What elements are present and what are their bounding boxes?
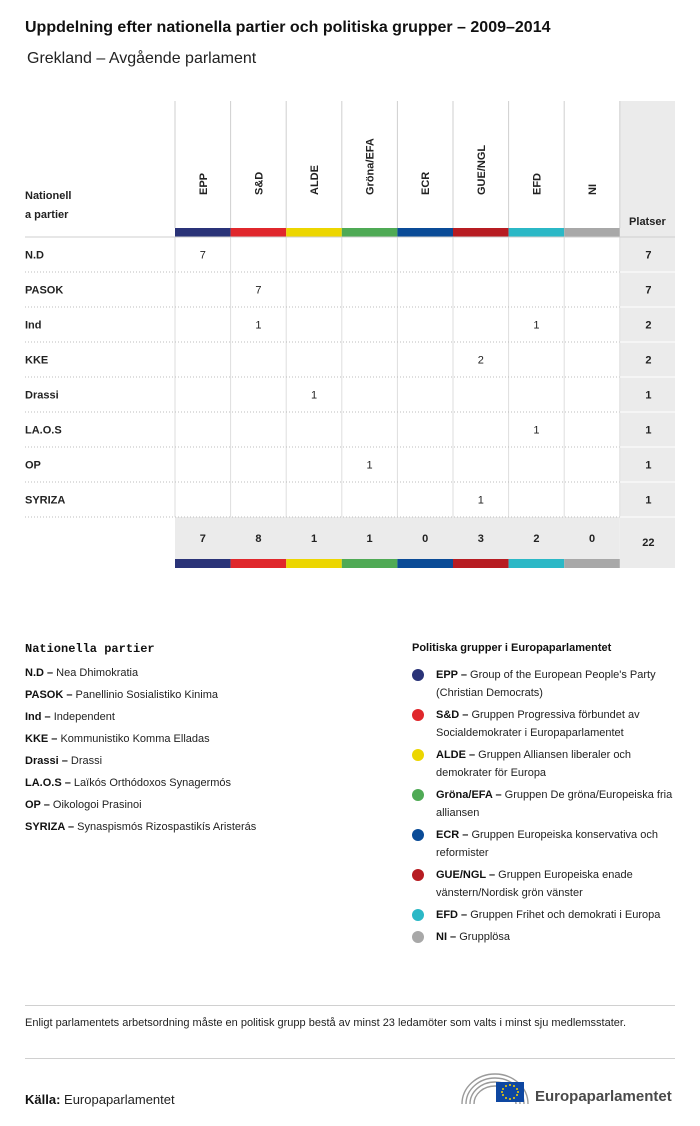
- group-header-efd: EFD: [531, 173, 544, 195]
- cell-value: 2: [477, 354, 484, 367]
- rules-note: Enligt parlamentets arbetsordning måste en politisk grupp bestå av minst 23 ledamöter som valts i minst sju medlemsstater.: [25, 1017, 626, 1029]
- national-party-abbr: N.D –: [25, 667, 54, 679]
- row-total: 2: [645, 354, 652, 367]
- party-label: SYRIZA: [25, 494, 66, 507]
- column-total: 8: [255, 533, 262, 545]
- party-label: PASOK: [25, 284, 64, 297]
- europarl-logo: [460, 1068, 680, 1108]
- group-color-dot-icon: [412, 709, 424, 721]
- national-party-item: [25, 820, 355, 834]
- divider: [25, 1058, 675, 1059]
- political-group-name: Gruppen Alliansen liberaler och demokrater för Europa: [436, 749, 632, 779]
- political-group-abbr: S&D –: [436, 709, 469, 721]
- group-color-dot-icon: [412, 749, 424, 761]
- row-header-label: Nationell: [25, 190, 72, 202]
- national-party-name: Panellinio Sosialistiko Kinima: [72, 689, 218, 701]
- political-group-abbr: EFD –: [436, 909, 468, 921]
- cell-value: 1: [310, 389, 318, 402]
- group-color-bar: [397, 228, 453, 237]
- column-total: 1: [366, 533, 373, 545]
- national-party-item: [25, 688, 355, 702]
- political-group-item: [412, 906, 680, 924]
- page-title: Uppdelning efter nationella partier och politiska grupper – 2009–2014: [25, 19, 551, 36]
- political-group-abbr: ECR –: [436, 829, 469, 841]
- national-party-abbr: PASOK –: [25, 689, 73, 701]
- cell-value: 1: [255, 319, 262, 332]
- national-party-item: [25, 732, 355, 746]
- national-party-item: [25, 798, 355, 812]
- group-header-grnaefa: Gröna/EFA: [364, 138, 377, 195]
- cell-value: 1: [533, 424, 540, 437]
- group-color-bar-bottom: [231, 559, 287, 568]
- national-party-name: Laïkós Orthódoxos Synagermós: [70, 777, 232, 789]
- political-group-abbr: GUE/NGL –: [436, 869, 496, 881]
- logo-text: Europaparlamentet: [535, 1088, 672, 1105]
- column-total: 2: [533, 533, 540, 545]
- political-group-item: [412, 746, 680, 782]
- row-total: 7: [645, 284, 652, 297]
- group-color-dot-icon: [412, 869, 424, 881]
- group-color-bar-bottom: [286, 559, 342, 568]
- row-total: 1: [645, 494, 652, 507]
- political-group-item: [412, 786, 680, 822]
- group-header-alde: ALDE: [309, 165, 321, 195]
- column-total: 7: [199, 533, 206, 545]
- totals-row-bg: [175, 517, 620, 559]
- political-groups-legend-heading: Politiska grupper i Europaparlamentet: [412, 642, 612, 654]
- group-color-dot-icon: [412, 909, 424, 921]
- row-total: 1: [645, 424, 652, 437]
- national-party-name: Synaspismós Rizospastikís Aristerás: [74, 821, 257, 833]
- national-party-name: Nea Dhimokratia: [53, 667, 139, 679]
- total-header-label: Platser: [629, 216, 666, 228]
- divider: [25, 1005, 675, 1006]
- group-header-ni: NI: [587, 184, 599, 195]
- cell-value: 1: [477, 494, 484, 507]
- party-label: OP: [25, 459, 41, 472]
- group-color-bar-bottom: [564, 559, 620, 568]
- group-color-bar: [231, 228, 287, 237]
- national-party-abbr: Ind –: [25, 711, 51, 723]
- national-parties-legend-heading: Nationella partier: [25, 642, 155, 656]
- party-label: N.D: [25, 249, 44, 262]
- hemicycle-icon: [460, 1068, 530, 1108]
- party-label: KKE: [25, 354, 49, 367]
- cell-value: 1: [533, 319, 540, 332]
- national-party-item: [25, 666, 355, 680]
- group-color-bar-bottom: [509, 559, 565, 568]
- national-party-abbr: OP –: [25, 799, 50, 811]
- national-party-item: [25, 776, 355, 790]
- row-header-label: a partier: [25, 209, 69, 221]
- source-value: Europaparlamentet: [64, 1092, 175, 1107]
- national-party-name: Oikologoi Prasinoi: [49, 799, 142, 811]
- political-group-item: [412, 706, 680, 742]
- group-color-bar: [342, 228, 398, 237]
- political-group-name: Group of the European People's Party (Christian Democrats): [436, 669, 656, 699]
- group-color-bar-bottom: [397, 559, 453, 568]
- source-line: [25, 1092, 175, 1107]
- group-color-dot-icon: [412, 931, 424, 943]
- political-group-abbr: Gröna/EFA –: [436, 789, 502, 801]
- national-party-name: Drassi: [67, 755, 103, 767]
- party-label: Ind: [25, 319, 42, 332]
- political-group-name: Grupplösa: [456, 931, 510, 943]
- row-total: 7: [645, 249, 652, 262]
- row-total: 2: [645, 319, 652, 332]
- political-group-abbr: ALDE –: [436, 749, 476, 761]
- political-group-item: [412, 928, 680, 946]
- group-header-sd: S&D: [253, 171, 266, 195]
- row-total: 1: [645, 389, 652, 402]
- grand-total: 22: [642, 537, 655, 549]
- political-group-item: [412, 826, 680, 862]
- column-total: 0: [422, 533, 429, 545]
- column-total: 3: [477, 533, 484, 545]
- party-label: LA.O.S: [25, 424, 62, 437]
- group-color-bar-bottom: [175, 559, 231, 568]
- national-party-name: Kommunistiko Komma Elladas: [57, 733, 210, 745]
- group-color-bar: [509, 228, 565, 237]
- group-color-bar: [564, 228, 620, 237]
- group-color-bar: [453, 228, 509, 237]
- group-header-epp: EPP: [197, 172, 210, 195]
- political-group-item: [412, 666, 680, 702]
- national-party-abbr: KKE –: [25, 733, 58, 745]
- cell-value: 7: [255, 284, 262, 297]
- source-label: Källa:: [25, 1092, 61, 1107]
- national-party-abbr: LA.O.S –: [25, 777, 71, 789]
- political-group-name: Gruppen Europeiska enade vänstern/Nordisk grön vänster: [436, 869, 633, 899]
- national-parties-legend: [25, 642, 355, 842]
- national-party-abbr: SYRIZA –: [25, 821, 75, 833]
- group-color-bar-bottom: [453, 559, 509, 568]
- party-label: Drassi: [25, 389, 59, 402]
- political-group-name: Gruppen Progressiva förbundet av Socialdemokrater i Europaparlamentet: [436, 709, 640, 739]
- group-color-dot-icon: [412, 669, 424, 681]
- column-total: 1: [310, 533, 318, 545]
- political-group-item: [412, 866, 680, 902]
- page-subtitle: Grekland – Avgående parlament: [27, 50, 257, 67]
- group-color-bar: [286, 228, 342, 237]
- national-party-item: [25, 754, 355, 768]
- cell-value: 1: [366, 459, 373, 472]
- group-color-bar: [175, 228, 231, 237]
- national-party-abbr: Drassi –: [25, 755, 68, 767]
- political-groups-legend: [412, 642, 680, 950]
- row-total: 1: [645, 459, 652, 472]
- political-group-abbr: EPP –: [436, 669, 467, 681]
- political-group-abbr: NI –: [436, 931, 457, 943]
- national-party-item: [25, 710, 355, 724]
- political-group-name: Gruppen Europeiska konservativa och reformister: [436, 829, 658, 859]
- column-total: 0: [588, 533, 596, 545]
- group-color-dot-icon: [412, 789, 424, 801]
- group-header-ecr: ECR: [420, 171, 433, 195]
- group-color-dot-icon: [412, 829, 424, 841]
- group-color-bar-bottom: [342, 559, 398, 568]
- cell-value: 7: [199, 249, 206, 262]
- political-group-name: Gruppen Frihet och demokrati i Europa: [467, 909, 661, 921]
- political-group-name: Gruppen De gröna/Europeiska fria alliansen: [436, 789, 673, 819]
- national-party-name: Independent: [50, 711, 115, 723]
- group-header-guengl: GUE/NGL: [475, 144, 488, 195]
